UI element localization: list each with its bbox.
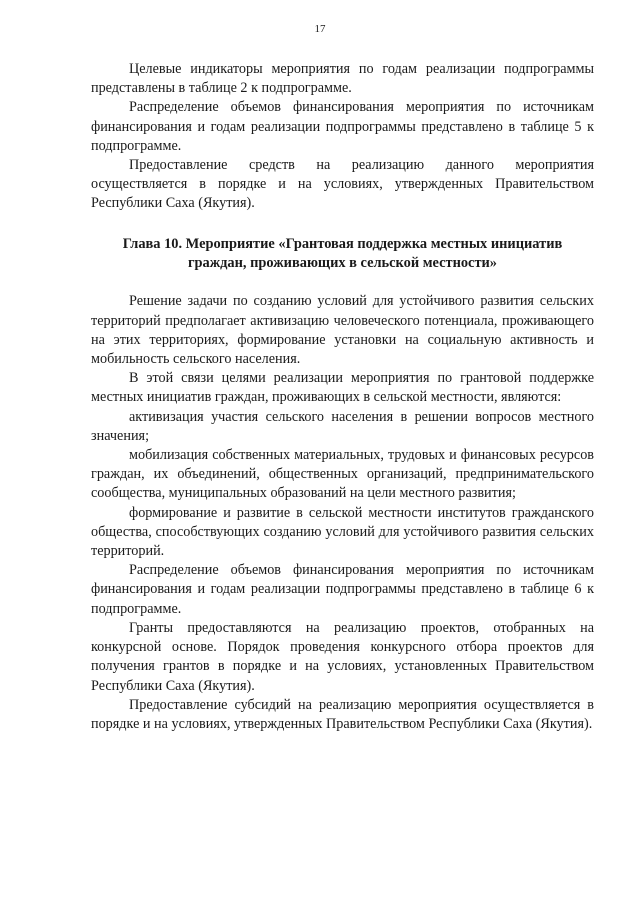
paragraph-target-indicators: Целевые индикаторы мероприятия по годам реализации подпрограммы представлены в таблице 2 к подпрограмме. <box>91 61 594 97</box>
paragraph-goal-civil-society: формирование и развитие в сельской местности институтов гражданского общества, способствующих созданию условий для устойчивого развития сельских территорий. <box>91 504 594 560</box>
paragraph-goal-activation: активизация участия сельского населения в решении вопросов местного значения; <box>91 408 594 444</box>
paragraph-subsidies: Предоставление субсидий на реализацию мероприятия осуществляется в порядке и на условиях, утвержденных Правительством Республики Саха (Якутия). <box>91 696 594 732</box>
paragraph-task-solution: Решение задачи по созданию условий для устойчивого развития сельских территорий предполагает активизацию человеческого потенциала, проживающего на этих территориях, формирование установки на социальную активность и мобильность сельского населения. <box>91 293 594 368</box>
paragraph-goals-intro: В этой связи целями реализации мероприятия по грантовой поддержке местных инициатив граждан, проживающих в сельской местности, являются: <box>91 370 594 406</box>
paragraph-grants: Гранты предоставляются на реализацию проектов, отобранных на конкурсной основе. Порядок проведения конкурсного отбора проектов для получения грантов в порядке и на условиях, установленных Правительством Республики Саха (Якутия). <box>91 619 594 694</box>
paragraph-funds-provision: Предоставление средств на реализацию данного мероприятия осуществляется в порядке и на условиях, утвержденных Правительством Республики Саха (Якутия). <box>91 157 594 212</box>
page-number: 17 <box>314 23 326 35</box>
paragraph-funding-table-5: Распределение объемов финансирования мероприятия по источникам финансирования и годам реализации подпрограммы представлено в таблице 5 к подпрограмме. <box>91 99 594 154</box>
chapter-heading: Глава 10. Мероприятие «Грантовая поддержка местных инициатив граждан, проживающих в сельской местности» <box>122 235 563 272</box>
document-body <box>91 60 594 734</box>
paragraph-goal-mobilization: мобилизация собственных материальных, трудовых и финансовых ресурсов граждан, их объединений, общественных организаций, предпринимательского сообщества, муниципальных образований на цели местного развития; <box>91 447 594 502</box>
paragraph-funding-table-6: Распределение объемов финансирования мероприятия по источникам финансирования и годам реализации подпрограммы представлено в таблице 6 к подпрограмме. <box>91 562 594 617</box>
